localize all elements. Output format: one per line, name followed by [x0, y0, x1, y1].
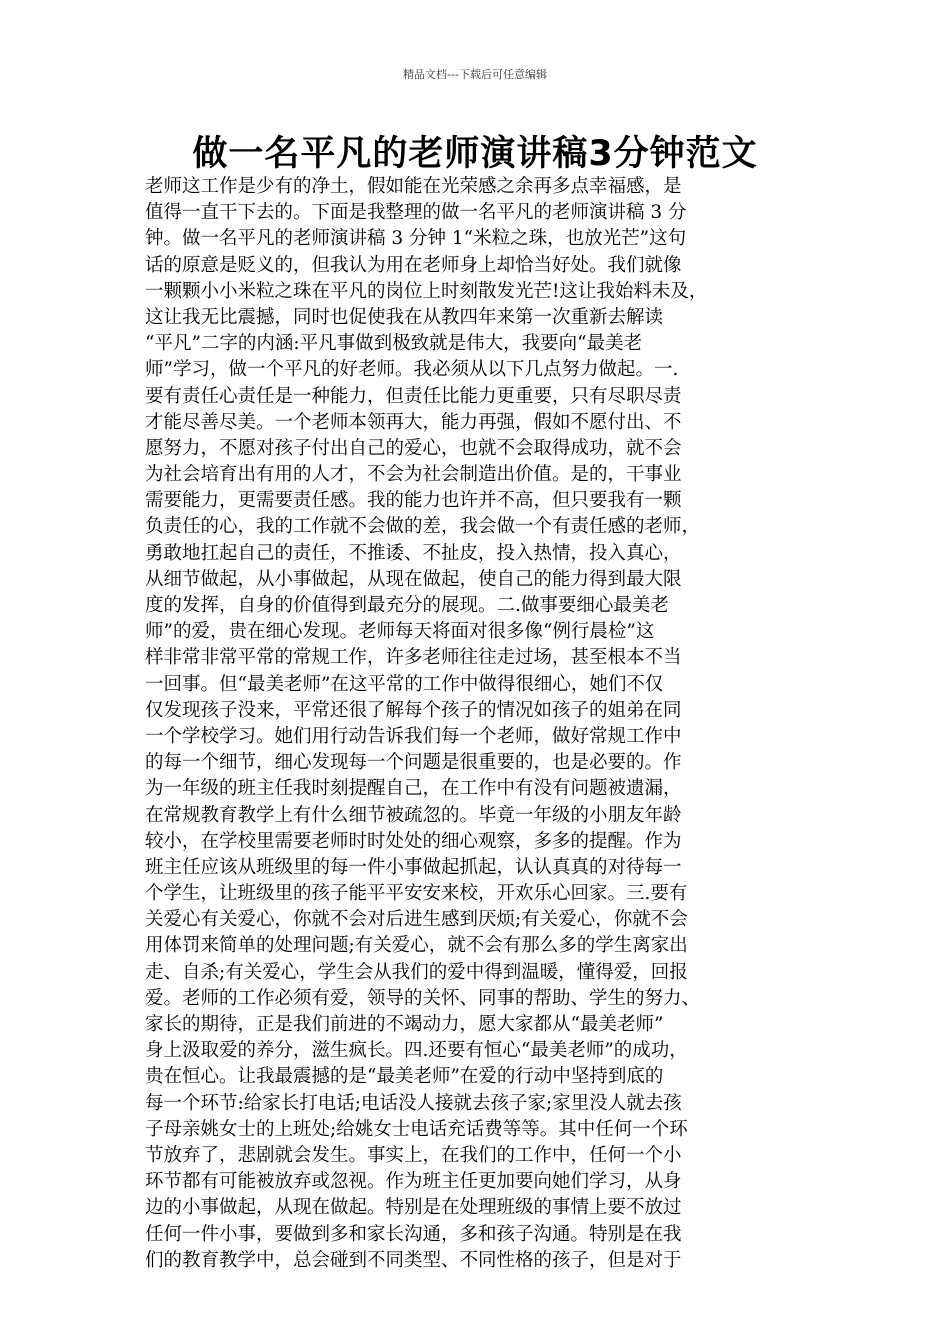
text-line: 为一年级的班主任我时刻提醒自己，在工作中有没有问题被遗漏， [145, 778, 682, 800]
text-line: 老师这工作是少有的净土，假如能在光荣感之余再多点幸福感，是 [145, 176, 682, 197]
text-line: 师”学习，做一个平凡的好老师。我必须从以下几点努力做起。一. [145, 359, 679, 381]
text-line: 一颗颗小小米粒之珠在平凡的岗位上时刻散发光芒!这让我始料未及， [145, 280, 708, 302]
text-line: 家长的期待，正是我们前进的不竭动力，愿大家都从“最美老师” [145, 1014, 664, 1035]
text-line: 边的小事做起，从现在做起。特别是在处理班级的事情上要不放过 [145, 1197, 682, 1219]
text-line: 师”的爱，贵在细心发现。老师每天将面对很多像“例行晨检”这 [145, 621, 655, 643]
text-line: 勇敢地扛起自己的责任，不推诿、不扯皮，投入热情，投入真心， [145, 542, 682, 564]
body-text [145, 174, 815, 1274]
text-line: 在常规教育教学上有什么细节被疏忽的。毕竟一年级的小朋友年龄 [145, 804, 682, 826]
text-line: 钟。做一名平凡的老师演讲稿 3 分钟 1“米粒之珠，也放光芒”这句 [145, 228, 687, 250]
text-line: 节放弃了，悲剧就会发生。事实上，在我们的工作中，任何一个小 [145, 1144, 682, 1166]
text-line: “平凡”二字的内涵:平凡事做到极致就是伟大，我要向“最美老 [145, 333, 643, 355]
text-line: 值得一直干下去的。下面是我整理的做一名平凡的老师演讲稿 3 分 [145, 202, 687, 224]
text-line: 样非常非常平常的常规工作，许多老师往往走过场，甚至根本不当 [145, 647, 682, 669]
text-line: 要有责任心责任是一种能力，但责任比能力更重要，只有尽职尽责 [145, 385, 682, 407]
text-line: 度的发挥，自身的价值得到最充分的展现。二.做事要细心最美老 [145, 595, 669, 616]
text-line: 需要能力，更需要责任感。我的能力也许并不高，但只要我有一颗 [145, 490, 682, 512]
text-line: 用体罚来简单的处理问题;有关爱心，就不会有那么多的学生离家出 [145, 935, 688, 957]
text-line: 关爱心有关爱心，你就不会对后进生感到厌烦;有关爱心，你就不会 [145, 909, 688, 931]
text-line: 子母亲姚女士的上班处;给姚女士电话充话费等等。其中任何一个环 [145, 1118, 688, 1140]
text-line: 愿努力，不愿对孩子付出自己的爱心，也就不会取得成功，就不会 [145, 437, 682, 459]
text-line: 较小，在学校里需要老师时时处处的细心观察，多多的提醒。作为 [145, 830, 682, 852]
text-line: 爱。老师的工作必须有爱，领导的关怀、同事的帮助、学生的努力、 [145, 987, 701, 1009]
text-line: 仅发现孩子没来，平常还很了解每个孩子的情况如孩子的姐弟在同 [145, 699, 682, 721]
text-line: 任何一件小事，要做到多和家长沟通，多和孩子沟通。特别是在我 [145, 1223, 682, 1245]
text-line: 每一个环节:给家长打电话;电话没人接就去孩子家;家里没人就去孩 [145, 1092, 682, 1114]
text-line: 身上汲取爱的养分，滋生疯长。四.还要有恒心“最美老师”的成功， [145, 1040, 688, 1062]
text-line: 走、自杀;有关爱心，学生会从我们的爱中得到温暖，懂得爱，回报 [145, 961, 688, 983]
text-line: 的每一个细节，细心发现每一个问题是很重要的，也是必要的。作 [145, 752, 682, 774]
header-note: 精品文档---下载后可任意编辑 [403, 68, 547, 81]
text-line: 环节都有可能被放弃或忽视。作为班主任更加要向她们学习，从身 [145, 1171, 682, 1193]
text-line: 从细节做起，从小事做起，从现在做起，使自己的能力得到最大限 [145, 568, 682, 590]
text-line: 负责任的心，我的工作就不会做的差，我会做一个有责任感的老师， [145, 516, 701, 538]
text-line: 个学生，让班级里的孩子能平平安安来校，开欢乐心回家。三.要有 [145, 883, 688, 905]
text-line: 一个学校学习。她们用行动告诉我们每一个老师，做好常规工作中 [145, 725, 682, 747]
text-line: 一回事。但“最美老师”在这平常的工作中做得很细心，她们不仅 [145, 673, 664, 695]
text-line: 话的原意是贬义的，但我认为用在老师身上却恰当好处。我们就像 [145, 254, 682, 276]
text-line: 才能尽善尽美。一个老师本领再大，能力再强，假如不愿付出、不 [145, 411, 682, 433]
text-line: 们的教育教学中，总会碰到不同类型、不同性格的孩子，但是对于 [145, 1249, 682, 1271]
text-line: 这让我无比震撼，同时也促使我在从教四年来第一次重新去解读 [145, 306, 664, 328]
text-line: 贵在恒心。让我最震撼的是“最美老师”在爱的行动中坚持到底的 [145, 1066, 664, 1088]
text-line: 班主任应该从班级里的每一件小事做起抓起，认认真真的对待每一 [145, 856, 682, 878]
document-title: 做一名平凡的老师演讲稿3分钟范文 [192, 134, 758, 174]
text-line: 为社会培育出有用的人才，不会为社会制造出价值。是的，干事业 [145, 464, 682, 486]
